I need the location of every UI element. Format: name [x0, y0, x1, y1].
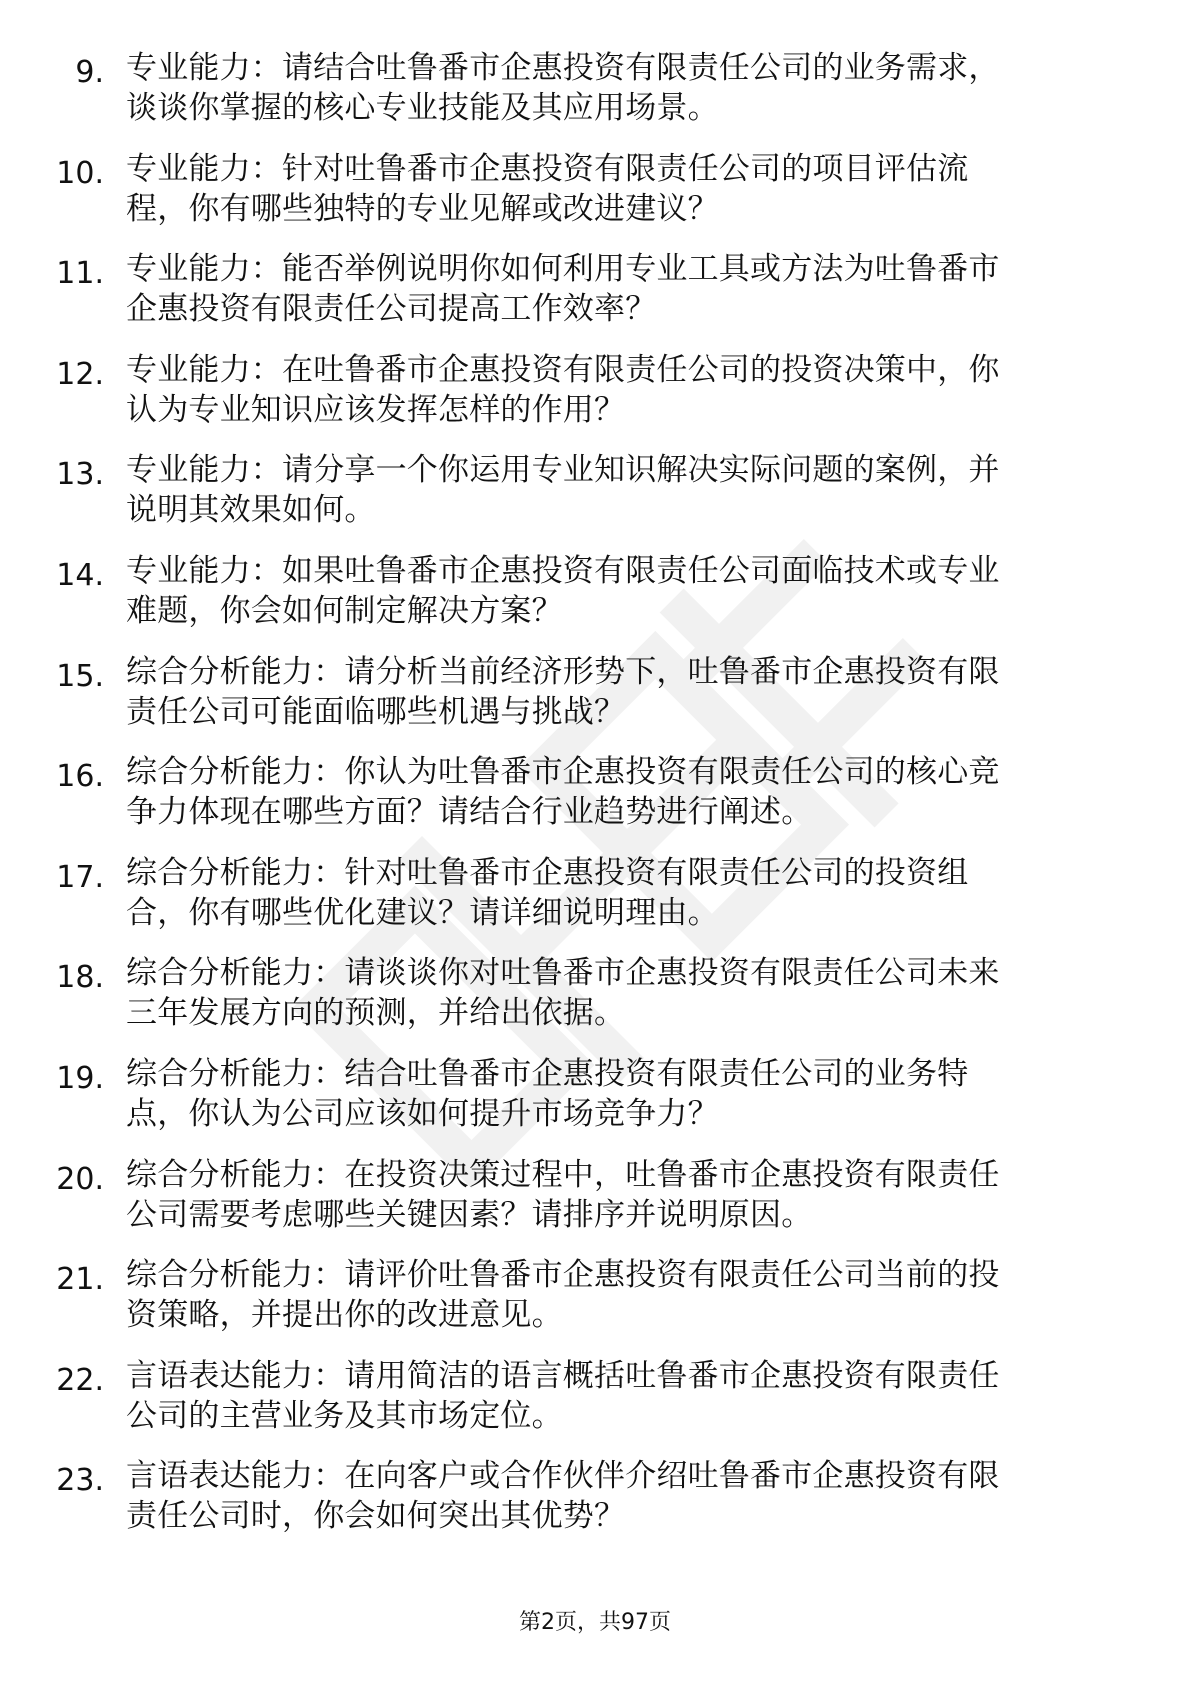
question-number: 10. [56, 155, 104, 191]
question-number: 21. [56, 1262, 104, 1298]
question-line: 言语表达能力：请用简洁的语言概括吐鲁番市企惠投资有限责任 [126, 1357, 1000, 1394]
question-line: 难题，你会如何制定解决方案？ [126, 592, 563, 629]
question-number: 14. [56, 557, 104, 593]
question-number: 11. [56, 256, 104, 292]
question-item [0, 249, 1190, 350]
question-line: 专业能力：请分享一个你运用专业知识解决实际问题的案例，并 [126, 452, 1000, 489]
question-line: 点，你认为公司应该如何提升市场竞争力？ [126, 1095, 719, 1132]
question-item [0, 652, 1190, 753]
question-line: 争力体现在哪些方面？请结合行业趋势进行阐述。 [126, 794, 813, 831]
question-line: 责任公司可能面临哪些机遇与挑战？ [126, 693, 626, 730]
question-text [126, 48, 1126, 128]
question-line: 资策略，并提出你的改进意见。 [126, 1297, 563, 1334]
question-number: 19. [56, 1060, 104, 1096]
question-text [126, 953, 1126, 1033]
question-number: 15. [56, 658, 104, 694]
question-text [126, 450, 1126, 530]
question-item [0, 953, 1190, 1054]
question-line: 三年发展方向的预测，并给出依据。 [126, 995, 626, 1032]
question-line: 公司的主营业务及其市场定位。 [126, 1397, 563, 1434]
question-item [0, 1054, 1190, 1155]
question-number: 9. [75, 55, 104, 90]
question-item [0, 450, 1190, 551]
question-line: 综合分析能力：请评价吐鲁番市企惠投资有限责任公司当前的投 [126, 1257, 1000, 1294]
question-number: 23. [56, 1463, 104, 1499]
question-item [0, 1456, 1190, 1557]
question-item [0, 1255, 1190, 1356]
question-line: 综合分析能力：请谈谈你对吐鲁番市企惠投资有限责任公司未来 [126, 955, 1000, 992]
question-line: 综合分析能力：请分析当前经济形势下，吐鲁番市企惠投资有限 [126, 653, 1000, 690]
question-text [126, 149, 1126, 229]
question-line: 专业能力：在吐鲁番市企惠投资有限责任公司的投资决策中，你 [126, 351, 1000, 388]
question-line: 综合分析能力：在投资决策过程中，吐鲁番市企惠投资有限责任 [126, 1156, 1000, 1193]
question-number: 18. [56, 960, 104, 996]
question-line: 企惠投资有限责任公司提高工作效率？ [126, 291, 657, 328]
question-text [126, 652, 1126, 732]
question-item [0, 149, 1190, 250]
question-line: 专业能力：能否举例说明你如何利用专业工具或方法为吐鲁番市 [126, 251, 1000, 288]
question-item [0, 350, 1190, 451]
question-item [0, 853, 1190, 954]
question-line: 程，你有哪些独特的专业见解或改进建议？ [126, 190, 719, 227]
question-line: 公司需要考虑哪些关键因素？请排序并说明原因。 [126, 1196, 813, 1233]
question-list [0, 48, 1190, 1557]
question-text [126, 249, 1126, 329]
question-item [0, 1356, 1190, 1457]
question-line: 认为专业知识应该发挥怎样的作用？ [126, 391, 626, 428]
question-text [126, 350, 1126, 430]
question-text [126, 752, 1126, 832]
question-number: 17. [56, 859, 104, 895]
question-text [126, 1255, 1126, 1335]
question-line: 综合分析能力：你认为吐鲁番市企惠投资有限责任公司的核心竞 [126, 754, 1000, 791]
question-number: 16. [56, 759, 104, 795]
question-text [126, 1456, 1126, 1536]
question-text [126, 1356, 1126, 1436]
question-text [126, 1155, 1126, 1235]
question-line: 言语表达能力：在向客户或合作伙伴介绍吐鲁番市企惠投资有限 [126, 1458, 1000, 1495]
question-line: 合，你有哪些优化建议？请详细说明理由。 [126, 894, 719, 931]
question-line: 谈谈你掌握的核心专业技能及其应用场景。 [126, 90, 719, 126]
question-item [0, 48, 1190, 149]
question-number: 20. [56, 1161, 104, 1197]
question-line: 专业能力：请结合吐鲁番市企惠投资有限责任公司的业务需求， [126, 50, 1000, 86]
question-line: 责任公司时，你会如何突出其优势？ [126, 1498, 626, 1535]
question-number: 22. [56, 1362, 104, 1398]
question-item [0, 752, 1190, 853]
question-line: 综合分析能力：结合吐鲁番市企惠投资有限责任公司的业务特 [126, 1055, 969, 1092]
question-item [0, 551, 1190, 652]
question-text [126, 853, 1126, 933]
question-text [126, 1054, 1126, 1134]
question-number: 13. [56, 457, 104, 493]
question-line: 说明其效果如何。 [126, 492, 376, 529]
page-number: 第2页，共97页 [519, 1610, 671, 1635]
question-line: 专业能力：针对吐鲁番市企惠投资有限责任公司的项目评估流 [126, 150, 969, 187]
question-number: 12. [56, 356, 104, 392]
question-text [126, 551, 1126, 631]
question-item [0, 1155, 1190, 1256]
question-line: 综合分析能力：针对吐鲁番市企惠投资有限责任公司的投资组 [126, 854, 969, 891]
question-line: 专业能力：如果吐鲁番市企惠投资有限责任公司面临技术或专业 [126, 552, 1000, 589]
